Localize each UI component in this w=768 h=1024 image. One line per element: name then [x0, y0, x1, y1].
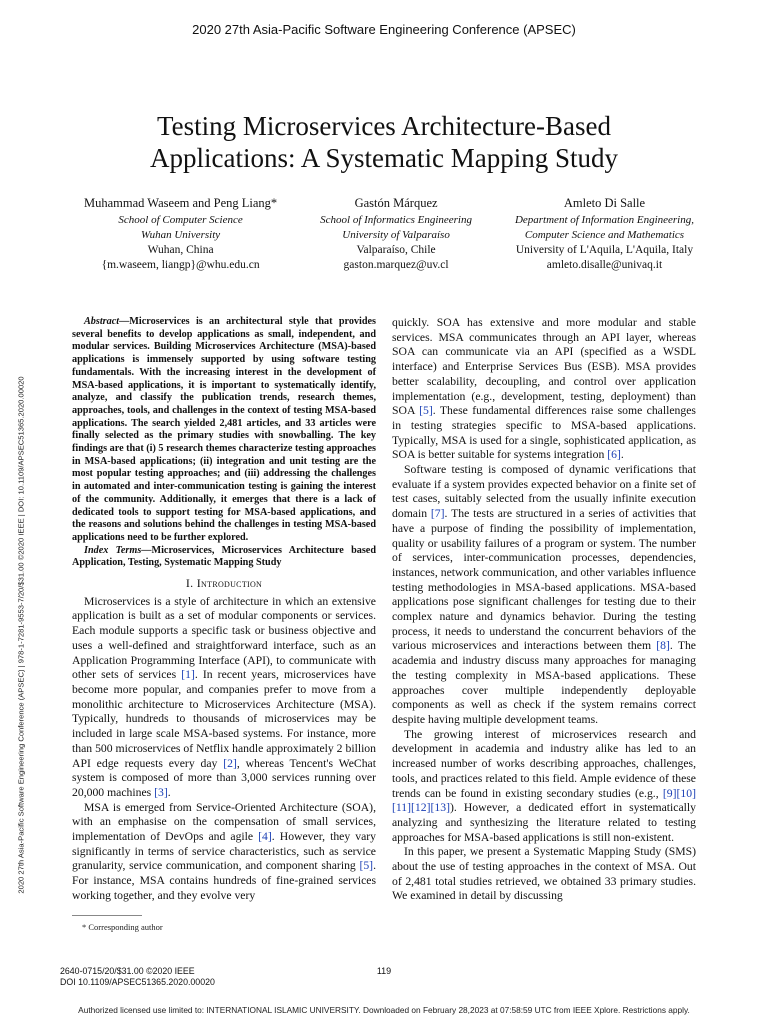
author-2	[320, 196, 472, 273]
footer-doi: DOI 10.1109/APSEC51365.2020.00020	[60, 977, 215, 987]
text-run: Microservices is a style of architecture in which an extensive application is built as a set of modular components or services. Each module supports a specific task or business objective and uses a well-defined and straightforward interface, such as an Application Programming Interface (API), to communicate with other sets of services	[72, 594, 376, 682]
index-terms	[72, 545, 376, 570]
citation-link[interactable]: [5]	[419, 404, 433, 418]
citation-link[interactable]: [3]	[154, 785, 168, 799]
side-identifier	[14, 310, 28, 960]
intro-paragraph-1	[72, 595, 376, 801]
citation-link[interactable]: [7]	[430, 507, 445, 521]
abstract-text: —Microservices is an architectural style that provides several benefits to develop applications as small, independent, and modular services. Building Microservices Architecture (MSA)-based applications is immensely supported by using software testing fundamentals. With the increasing interest in the development of MSA-based applications, it is important to systematically identify, analyze, and classify the publication trends, research themes, approaches, tools, and challenges in the context of testing MSA-based applications. The search yielded 2,481 articles, and 33 articles were finally selected as the primary studies with snowballing. The key findings are that (i) 5 research themes characterize testing approaches in MSA-based applications; (ii) integration and unit testing are the most popular testing approaches; and (iii) addressing the challenges in automated and inter-communication testing is gaining the interest of the community. Additionally, it emerges that there is a lack of dedicated tools to support testing for MSA-based applications, and the reasons and solutions behind the challenges in testing MSA-based applications need to be further explored.	[72, 316, 376, 543]
index-terms-label: Index Terms	[84, 544, 142, 556]
license-notice: Authorized licensed use limited to: INTERNATIONAL ISLAMIC UNIVERSITY. Downloaded on February 28,2023 at 07:58:59 UTC from IEEE Xplore. Restrictions apply.	[78, 1005, 690, 1015]
author-3	[515, 196, 694, 273]
author-1	[84, 196, 277, 273]
author-name: Muhammad Waseem and Peng Liang*	[84, 196, 278, 210]
page-number: 119	[376, 966, 392, 976]
author-name: Gastón Márquez	[354, 196, 438, 210]
author-institution: Computer Science and Mathematics	[524, 229, 685, 241]
citation-link[interactable]: [1]	[181, 668, 195, 682]
text-run: . For instance, MSA contains hundreds of fine-grained services working together, and they evolve very	[72, 859, 376, 902]
text-run: . The tests are structured in a series of activities that have a purpose of finding the possibility of implementation, quality or usability failures of a program or system. The number of services, inter-communication processes, dependencies, instances, network communication, and other variables influence testing methodologies in MSA-based applications. MSA-based applications pose significant challenges for testing due to their complex nature and dynamics behavior. During the testing process, it needs to understand the concurrent behaviors of the various microservices and interactions between them	[392, 507, 696, 653]
intro-paragraph-2-cont	[392, 316, 696, 463]
right-column	[392, 316, 696, 904]
paper-title	[60, 110, 708, 174]
citation-link[interactable]: [5]	[359, 859, 374, 873]
index-terms-text: —Microservices, Microservices Architecture based Application, Testing, Systematic Mapping Study	[72, 544, 376, 569]
author-location: Valparaíso, Chile	[356, 244, 436, 256]
intro-paragraph-4	[392, 728, 696, 846]
conference-header: 2020 27th Asia-Pacific Software Engineering Conference (APSEC)	[192, 22, 576, 37]
title-line-1: Testing Microservices Architecture-Based	[157, 111, 611, 141]
author-block	[84, 196, 694, 273]
text-run: .	[167, 785, 171, 799]
citation-link[interactable]: [4]	[258, 830, 272, 844]
text-run: The growing interest of microservices research and development in academia and industry alike has led to an increased number of works describing approaches, challenges, tools, and practices related to this field. Ample evidence of these trends can be found in existing secondary studies (e.g.,	[392, 727, 696, 800]
abstract-label: Abstract	[84, 316, 120, 327]
text-run: MSA is emerged from Service-Oriented Architecture (SOA), with an emphasise on the compensation of small services, implementation of DevOps and agile	[72, 800, 376, 844]
author-email: {m.waseem, liangp}@whu.edu.cn	[101, 259, 260, 271]
author-email: gaston.marquez@uv.cl	[343, 259, 449, 271]
citation-link[interactable]: [2]	[223, 756, 237, 770]
footnote: * Corresponding author	[82, 922, 163, 932]
author-institution: University of Valparaíso	[342, 229, 450, 241]
citation-link[interactable]: [8]	[656, 639, 670, 653]
left-column	[72, 316, 376, 904]
abstract	[72, 316, 376, 545]
text-run: ). However, a dedicated effort in systematically analyzing and synthesizing the literature related to testing approaches for MSA-based applications is still non-existent.	[392, 801, 696, 844]
citation-link[interactable]: [6]	[607, 448, 621, 462]
author-affiliation: School of Computer Science	[118, 214, 243, 226]
text-run: quickly. SOA has extensive and more modular and stable services. MSA communicates through an API layer, whereas SOA can communicate via an API (specified as a WSDL interface) and Enterprise Services Bus (ESB). MSA provides better scalability, decoupling, and control over application implementation (e.g., development, testing, deployment) than SOA	[392, 316, 696, 418]
text-run: . These fundamental differences raise some challenges in testing strategies specific to MSA-based applications. Typically, MSA is used for a single, sophisticated application, as SOA is better suitable for systems integration	[392, 404, 696, 462]
section-heading-introduction: I. Introduction	[185, 576, 263, 591]
author-location: University of L'Aquila, L'Aquila, Italy	[515, 244, 694, 256]
footnote-divider	[72, 915, 142, 916]
text-run: . However, they vary significantly in terms of service characteristics, such as service granularity, service communication, and component sharing	[72, 830, 376, 873]
author-email: amleto.disalle@univaq.it	[546, 259, 663, 271]
citation-link[interactable]: [9][10][11][12][13]	[392, 786, 696, 815]
author-location: Wuhan, China	[147, 244, 214, 256]
text-run: . The academia and industry discuss many approaches for managing the testing complexity in MSA-based applications. These approaches cover multiple independently deployable components as well as check if the system remains correct despite having multiple development teams.	[392, 639, 696, 726]
author-name: Amleto Di Salle	[563, 196, 646, 210]
intro-paragraph-3	[392, 463, 696, 728]
text-run: .	[620, 448, 624, 462]
intro-paragraph-5: In this paper, we present a Systematic Mapping Study (SMS) about the use of testing approaches in the context of MSA. Out of 2,481 total studies retrieved, we obtained 33 primary studies. We examined in detail by discussing	[392, 845, 696, 903]
title-line-2: Applications: A Systematic Mapping Study	[150, 143, 618, 173]
author-affiliation: Department of Information Engineering,	[514, 214, 694, 226]
author-affiliation: School of Informatics Engineering	[320, 214, 472, 226]
text-run: , whereas Tencent's WeChat system is composed of more than 3,000 services running over 20,000 machines	[72, 756, 376, 799]
text-run: Software testing is composed of dynamic verifications that evaluate if a system provides expected behavior on a finite set of test cases, suitably selected from the usually infinite execution domain	[392, 463, 696, 521]
footer-issn: 2640-0715/20/$31.00 ©2020 IEEE	[60, 966, 195, 976]
side-identifier-text: 2020 27th Asia-Pacific Software Engineering Conference (APSEC) | 978-1-7281-9553-7/20/$31.00 ©2020 IEEE | DOI: 10.1109/APSEC51365.2020.00020	[16, 376, 26, 894]
intro-paragraph-2	[72, 801, 376, 904]
author-institution: Wuhan University	[141, 229, 221, 241]
text-run: . In recent years, microservices have become more popular, and companies prefer to move from a monolithic architecture to Microservices Architecture (MSA). Typically, hundreds to thousands of microservices may be included in large scale MSA-based systems. For instance, more than 500 microservices of Netflix handle approximately 2 billion API edge requests every day	[72, 668, 376, 770]
